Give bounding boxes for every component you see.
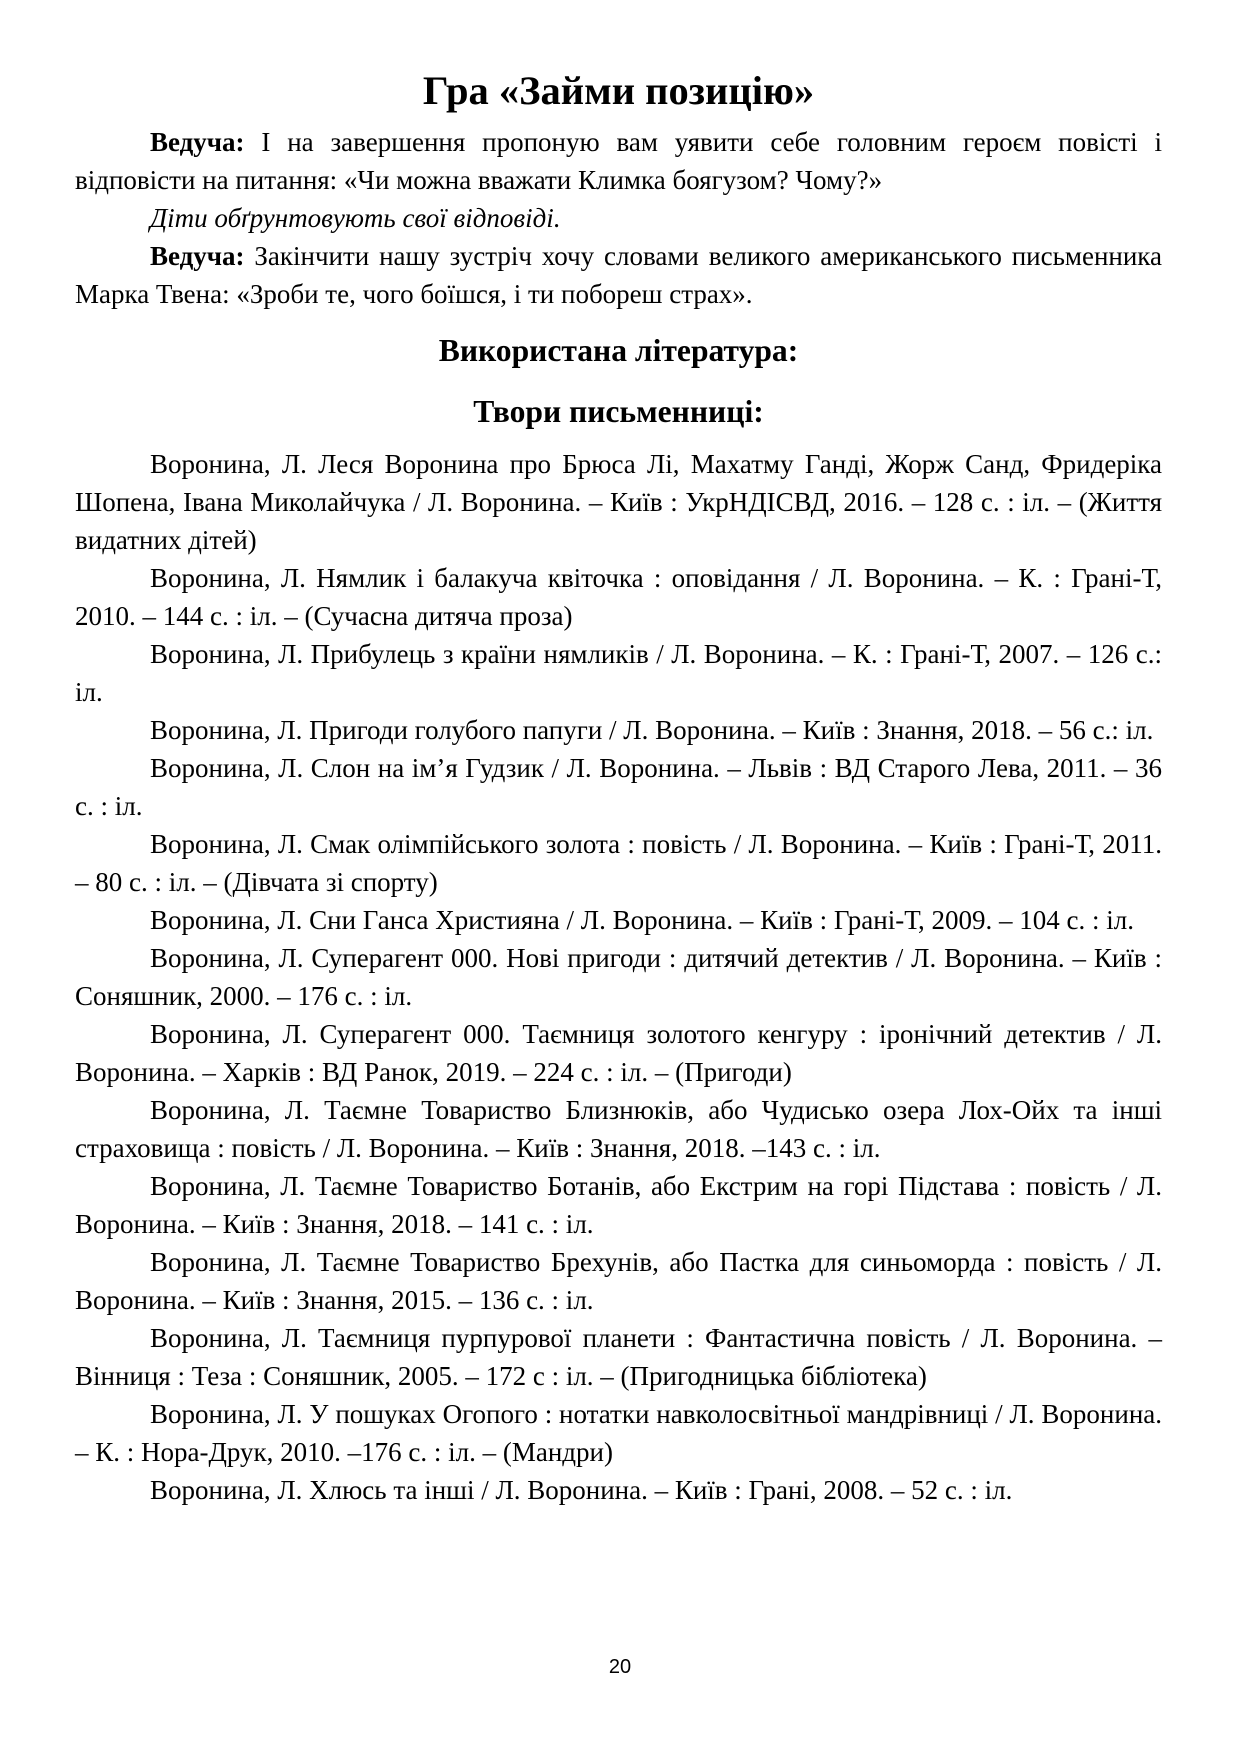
bibliography-entry: Воронина, Л. Таємне Товариство Близнюків, або Чудисько озера Лох-Ойх та інші страховища : повість / Л. Воронина. – Київ : Знання, 2018. –143 с. : іл.: [75, 1095, 1162, 1163]
bibliography-entry: Воронина, Л. Суперагент 000. Нові пригоди : дитячий детектив / Л. Воронина. – Київ : Соняшник, 2000. – 176 с. : іл.: [75, 943, 1162, 1011]
host-remark-text: І на завершення пропоную вам уявити себе головним героєм повісті і відповісти на питання: «Чи можна вважати Климка боягузом? Чому?»: [75, 127, 1162, 195]
host-remark-text: Закінчити нашу зустріч хочу словами великого американського письменника Марка Твена: «Зроби те, чого боїшся, і ти побореш страх».: [75, 241, 1162, 309]
game-title: Гра «Займи позицію»: [422, 68, 815, 113]
page-number: 20: [608, 1656, 632, 1678]
bibliography-entry: Воронина, Л. Суперагент 000. Таємниця золотого кенгуру : іронічний детектив / Л. Воронина. – Харків : ВД Ранок, 2019. – 224 с. : іл. – (Пригоди): [75, 1019, 1162, 1087]
bibliography-entry: Воронина, Л. Таємне Товариство Ботанів, або Екстрим на горі Підстава : повість / Л. Воронина. – Київ : Знання, 2018. – 141 с. : іл.: [75, 1171, 1162, 1239]
bibliography-entry: Воронина, Л. Таємне Товариство Брехунів, або Пастка для синьоморда : повість / Л. Воронина. – Київ : Знання, 2015. – 136 с. : іл.: [75, 1247, 1162, 1315]
bibliography-entry: Воронина, Л. Прибулець з країни нямликів / Л. Воронина. – К. : Грані-Т, 2007. – 126 с.: іл.: [75, 639, 1162, 707]
bibliography-entry: Воронина, Л. Смак олімпійського золота : повість / Л. Воронина. – Київ : Грані-Т, 2011. – 80 с. : іл. – (Дівчата зі спорту): [75, 829, 1162, 897]
speaker-label: Ведуча:: [150, 241, 245, 271]
bibliography-entry: Воронина, Л. Леся Воронина про Брюса Лі, Махатму Ганді, Жорж Санд, Фридеріка Шопена, Івана Миколайчука / Л. Воронина. – Київ : УкрНДІСВД, 2016. – 128 с. : іл. – (Життя видатних дітей): [75, 449, 1162, 555]
bibliography-entry: Воронина, Л. Нямлик і балакуча квіточка : оповідання / Л. Воронина. – К. : Грані-Т, 2010. – 144 с. : іл. – (Сучасна дитяча проза): [75, 563, 1162, 631]
bibliography-entry: Воронина, Л. Сни Ганса Християна / Л. Воронина. – Київ : Грані-Т, 2009. – 104 с. : іл.: [150, 905, 1134, 935]
bibliography-entry: Воронина, Л. Таємниця пурпурової планети : Фантастична повість / Л. Воронина. – Вінниця : Теза : Соняшник, 2005. – 172 с : іл. – (Пригодницька бібліотека): [75, 1323, 1162, 1391]
literature-title: Використана література:: [438, 333, 799, 368]
bibliography-list: [75, 445, 1162, 1509]
bibliography-entry: Воронина, Л. У пошуках Огопого : нотатки навколосвітньої мандрівниці / Л. Воронина. – К. : Нора-Друк, 2010. –176 с. : іл. – (Мандри): [75, 1399, 1162, 1467]
speaker-label: Ведуча:: [150, 127, 245, 157]
host-remark-1: [75, 123, 1162, 199]
bibliography-entry: Воронина, Л. Хлюсь та інші / Л. Воронина. – Київ : Грані, 2008. – 52 с. : іл.: [150, 1475, 1013, 1505]
page-content: [75, 68, 1162, 1509]
host-remark-2: [75, 237, 1162, 313]
bibliography-entry: Воронина, Л. Слон на ім’я Гудзик / Л. Воронина. – Львів : ВД Старого Лева, 2011. – 36 с. : іл.: [75, 753, 1162, 821]
children-remark: Діти обґрунтовують свої відповіді.: [150, 203, 561, 233]
works-title: Твори письменниці:: [473, 394, 764, 429]
bibliography-entry: Воронина, Л. Пригоди голубого папуги / Л. Воронина. – Київ : Знання, 2018. – 56 с.: іл.: [150, 715, 1154, 745]
